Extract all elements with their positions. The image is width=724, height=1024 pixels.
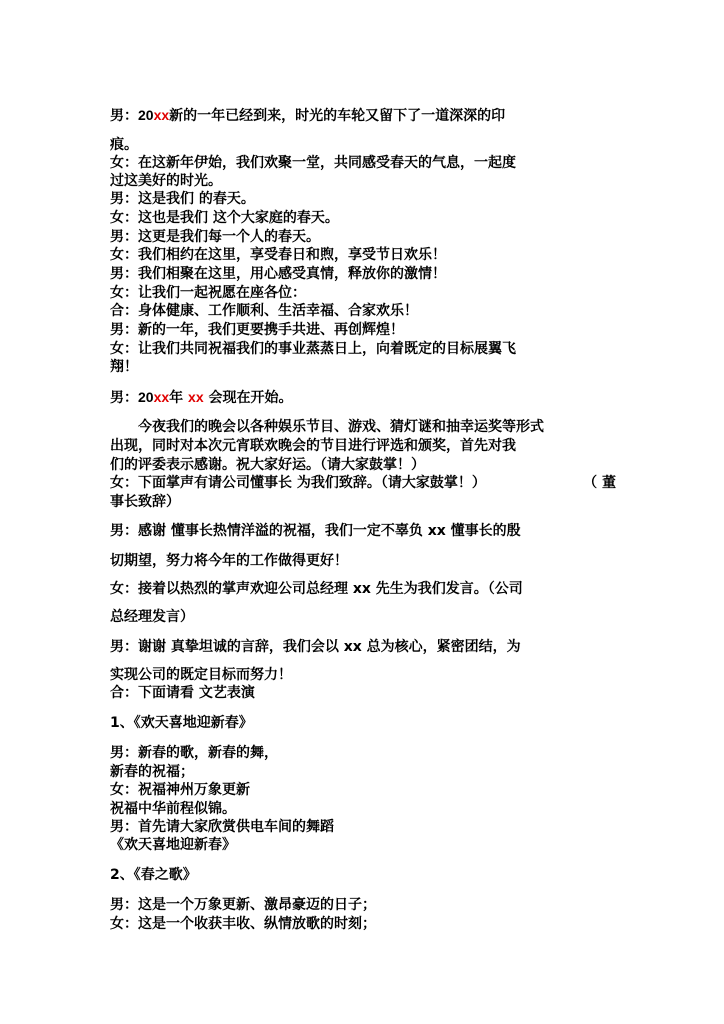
paragraph-line: 合：身体健康、工作顺利、生活幸福、合家欢乐！ [110, 303, 418, 319]
section-heading: 2、《春之歌》 [110, 867, 197, 883]
paragraph-line: 男：这是我们 的春天。 [110, 191, 255, 207]
paragraph-line: 女：让我们一起祝愿在座各位： [110, 285, 306, 301]
paragraph-line: 翔！ [110, 359, 138, 375]
paragraph-line: 总经理发言） [110, 609, 194, 625]
paragraph-line: 女：这也是我们 这个大家庭的春天。 [110, 210, 339, 226]
paragraph-line: 女：这是一个收获丰收、纵情放歌的时刻； [110, 916, 376, 932]
line-text: 女：下面掌声有请公司懂事长 为我们致辞。（请大家鼓掌！） [110, 475, 486, 491]
paragraph-line: 女：让我们共同祝福我们的事业蒸蒸日上，向着既定的目标展翼飞 [110, 341, 516, 357]
line-text: 新的一年已经到来，时光的车轮又留下了一道深深的印 [169, 108, 506, 124]
speaker-label: 男： [110, 108, 138, 124]
paragraph-line: 男：我们相聚在这里，用心感受真情，释放你的激情！ [110, 266, 446, 282]
line-text: 会现在开始。 [203, 390, 293, 406]
paragraph-line: 祝福中华前程似锦。 [110, 801, 236, 817]
paragraph-line: 切期望，努力将今年的工作做得更好！ [110, 553, 348, 569]
paragraph-line: 事长致辞） [110, 494, 180, 510]
paragraph-line [110, 106, 505, 125]
paragraph-line: 合：下面请看 文艺表演 [110, 685, 255, 701]
paragraph-line: 男：这更是我们每一个人的春天。 [110, 229, 320, 245]
paragraph-line: 男：感谢 懂事长热情洋溢的祝福，我们一定不辜负 xx 懂事长的殷 [110, 523, 521, 539]
paragraph-line: 男：谢谢 真挚坦诚的言辞，我们会以 xx 总为核心，紧密团结，为 [110, 639, 521, 655]
session-placeholder: xx [188, 389, 204, 405]
speaker-label: 男： [110, 390, 138, 406]
year-digits: 20 [138, 107, 154, 123]
paragraph-line [110, 474, 616, 492]
paragraph-line: 男：这是一个万象更新、激昂豪迈的日子； [110, 897, 376, 913]
paragraph-line: 《欢天喜地迎新春》 [110, 837, 236, 853]
section-heading: 1、《欢天喜地迎新春》 [110, 715, 253, 731]
year-placeholder: xx [153, 107, 170, 123]
paragraph-line [110, 388, 292, 407]
line-text: （ 董 [583, 475, 616, 491]
paragraph-line: 女：我们相约在这里，享受春日和煦，享受节日欢乐！ [110, 247, 446, 263]
paragraph-line: 们的评委表示感谢。祝大家好运。（请大家鼓掌！） [110, 457, 425, 473]
year-digits: 20 [138, 389, 154, 405]
paragraph-line: 女：接着以热烈的掌声欢迎公司总经理 xx 先生为我们发言。（公司 [110, 581, 523, 597]
paragraph-line: 出现，同时对本次元宵联欢晚会的节目进行评选和颁奖，首先对我 [110, 438, 516, 454]
paragraph-line: 痕。 [110, 137, 138, 153]
paragraph-line: 过这美好的时光。 [110, 173, 222, 189]
paragraph-line: 男：新春的歌，新春的舞， [110, 745, 278, 761]
paragraph-line: 今夜我们的晚会以各种娱乐节目、游戏、猜灯谜和抽幸运奖等形式 [138, 419, 544, 435]
paragraph-line: 男：首先请大家欣赏供电车间的舞蹈 [110, 819, 334, 835]
line-text: 年 [169, 390, 189, 406]
paragraph-line: 新春的祝福； [110, 764, 194, 780]
paragraph-line: 女：在这新年伊始，我们欢聚一堂，共同感受春天的气息，一起度 [110, 155, 516, 171]
year-placeholder: xx [153, 389, 170, 405]
paragraph-line: 实现公司的既定目标而努力！ [110, 667, 292, 683]
paragraph-line: 女：祝福神州万象更新 [110, 782, 250, 798]
paragraph-line: 男：新的一年，我们更要携手共进、再创辉煌！ [110, 322, 404, 338]
